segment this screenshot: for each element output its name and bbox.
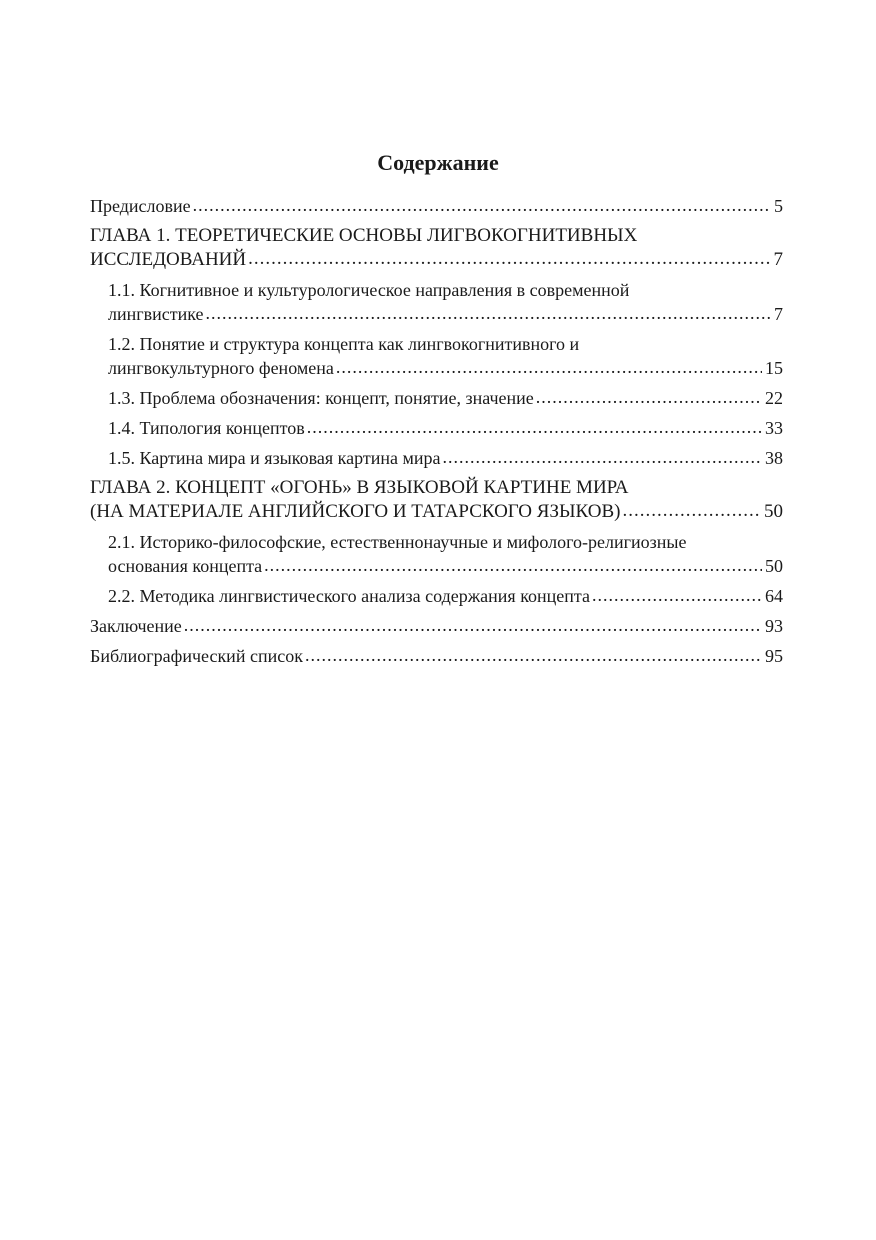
toc-entry-text: 1.3. Проблема обозначения: концепт, понятие, значение — [108, 388, 534, 408]
toc-entry-2-1 — [90, 530, 783, 578]
toc-entry-chapter-2 — [90, 476, 783, 524]
toc-entry-text: 1.1. Когнитивное и культурологическое направления в современной — [108, 280, 630, 300]
dot-leader — [305, 643, 762, 667]
dot-leader — [206, 301, 771, 325]
toc-entry-text: Заключение — [90, 616, 182, 636]
toc-entry-text: 2.1. Историко-философские, естественнонаучные и мифолого-религиозные — [108, 532, 687, 552]
toc-page-number: 64 — [765, 586, 783, 606]
toc-entry-text: (НА МАТЕРИАЛЕ АНГЛИЙСКОГО И ТАТАРСКОГО ЯЗЫКОВ) — [90, 501, 621, 522]
toc-entry-text: ГЛАВА 2. КОНЦЕПТ «ОГОНЬ» В ЯЗЫКОВОЙ КАРТИНЕ МИРА — [90, 477, 629, 498]
dot-leader — [264, 553, 762, 577]
toc-page-number: 33 — [765, 418, 783, 438]
toc-entry-text: Библиографический список — [90, 646, 303, 666]
toc-entry-text: 1.4. Типология концептов — [108, 418, 305, 438]
toc-entry-text: 1.2. Понятие и структура концепта как лингвокогнитивного и — [108, 334, 580, 354]
toc-page-number: 15 — [765, 358, 783, 378]
dot-leader — [307, 415, 762, 439]
toc-page-number: 93 — [765, 616, 783, 636]
table-of-contents — [90, 194, 783, 674]
toc-entry-2-2 — [90, 584, 783, 608]
dot-leader — [443, 445, 763, 469]
toc-page-number: 50 — [764, 501, 783, 522]
toc-entry-1-4 — [90, 416, 783, 440]
toc-entry-conclusion — [90, 614, 783, 638]
toc-entry-1-1 — [90, 278, 783, 326]
dot-leader — [184, 613, 762, 637]
toc-entry-text: Предисловие — [90, 196, 191, 216]
dot-leader — [248, 247, 770, 271]
dot-leader — [622, 499, 761, 523]
toc-page-number: 38 — [765, 448, 783, 468]
toc-entry-text: 2.2. Методика лингвистического анализа содержания концепта — [108, 586, 590, 606]
toc-entry-text: ИССЛЕДОВАНИЙ — [90, 249, 247, 270]
toc-entry-1-2 — [90, 332, 783, 380]
toc-entry-text: 1.5. Картина мира и языковая картина мира — [108, 448, 441, 468]
toc-page-number: 95 — [765, 646, 783, 666]
toc-page-number: 7 — [773, 249, 783, 270]
toc-entry-chapter-1 — [90, 224, 783, 272]
toc-entry-1-3 — [90, 386, 783, 410]
toc-page-number: 5 — [774, 196, 783, 216]
dot-leader — [336, 355, 762, 379]
dot-leader — [193, 193, 771, 217]
toc-entry-text: ГЛАВА 1. ТЕОРЕТИЧЕСКИЕ ОСНОВЫ ЛИГВОКОГНИТИВНЫХ — [90, 225, 638, 246]
toc-entry-1-5 — [90, 446, 783, 470]
toc-entry-bibliography — [90, 644, 783, 668]
toc-page-number: 7 — [774, 304, 783, 324]
toc-entry-text: основания концепта — [108, 556, 263, 576]
toc-title: Содержание — [377, 150, 499, 175]
dot-leader — [536, 385, 762, 409]
toc-page-number: 50 — [765, 556, 783, 576]
toc-entry-preface — [90, 194, 783, 218]
toc-page-number: 22 — [765, 388, 783, 408]
toc-entry-text: лингвистике — [108, 304, 204, 324]
dot-leader — [592, 583, 762, 607]
toc-entry-text: лингвокультурного феномена — [108, 358, 334, 378]
